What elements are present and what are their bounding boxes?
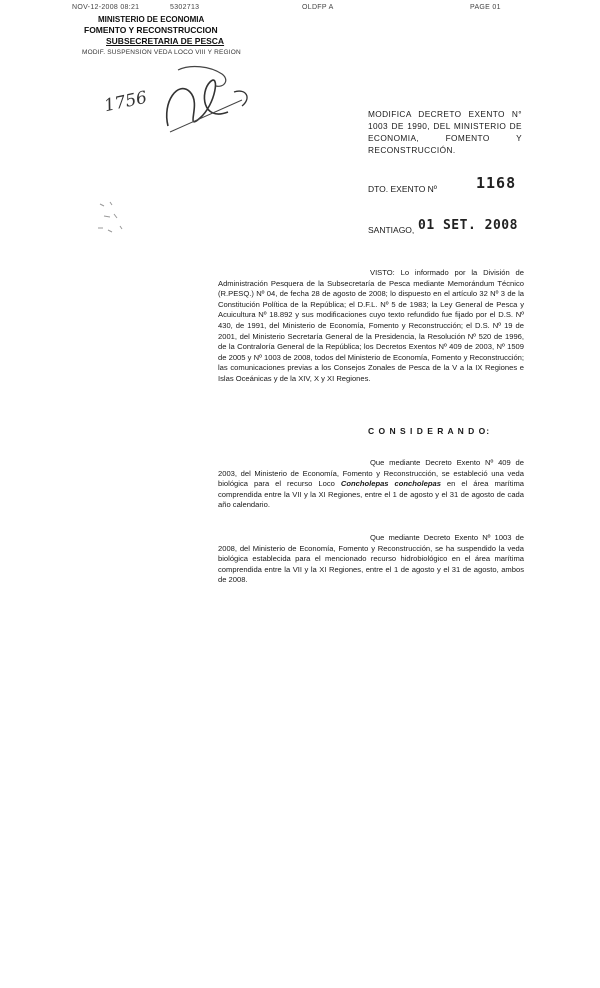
considerando-2: Que mediante Decreto Exento Nº 1003 de 2008, del Ministerio de Economía, Fomento y Reconstrucción, se ha suspendido la veda biológica establecida para el mencionado recurso hidrobiológico en el área marítima comprendida entre la VII y la XI Regiones, entre el 1 de agosto y el 31 de agosto, ambos de 2008. [218, 533, 524, 585]
visto-paragraph: VISTO: Lo informado por la División de Administración Pesquera de la Subsecretaría de Pesca mediante Memorándum Técnico (R.PESQ.) Nº 04, de fecha 28 de agosto de 2008; lo dispuesto en el artículo 32 Nº 3 de la Constitución Política de la República; el D.F.L. Nº 5 de 1983; la Ley General de Pesca y Acuicultura Nº 18.892 y sus modificaciones cuyo texto refundido fue fijado por el D.S. Nº 430, de 1991, del Ministerio de Economía, Fomento y Reconstrucción; el D.S. Nº 19 de 2001, del Ministerio Secretaría General de la Presidencia, la Resolución Nº 520 de 1996, de la Contraloría General de la República; los Decretos Exentos Nº 409 de 2003, Nº 1509 de 2005 y Nº 1003 de 2008, todos del Ministerio de Economía, Fomento y Reconstrucción; las comunicaciones previas a los Consejos Zonales de Pesca de la V a la IX Regiones e Islas Oceánicas y de la XIV, X y XI Regiones. [218, 268, 524, 383]
ministry-name: MINISTERIO DE ECONOMIA [98, 15, 205, 24]
decree-label: DTO. EXENTO Nº [368, 184, 437, 194]
fax-number: 5302713 [170, 4, 200, 11]
date-line [368, 216, 538, 238]
fax-header [72, 4, 532, 14]
document-reference: MODIF. SUSPENSION VEDA LOCO VIII Y REGION [82, 49, 241, 56]
decree-line [368, 176, 528, 200]
fax-center-code: OLDFP A [302, 4, 334, 11]
handwritten-signature [150, 62, 260, 142]
date-value: 01 SET. 2008 [418, 218, 518, 233]
decree-number: 1168 [476, 174, 517, 192]
handwritten-number: 1756 [102, 87, 149, 117]
considerando-1 [218, 458, 524, 511]
faint-marks [90, 196, 140, 246]
ministry-subtitle: FOMENTO Y RECONSTRUCCION [84, 25, 218, 35]
fax-page: PAGE 01 [470, 4, 501, 11]
date-place: SANTIAGO, [368, 225, 415, 235]
fax-date-time: NOV-12-2008 08:21 [72, 4, 140, 11]
considerando-1-text-end: en el área marítima comprendida entre la VII y la XI Regiones, entre el 1 de agosto y el 31 de agosto de cada año calendario. [218, 479, 524, 510]
species-name: Concholepas concholepas [340, 479, 441, 489]
institution-block [84, 14, 304, 58]
subsecretaria-name: SUBSECRETARIA DE PESCA [106, 36, 225, 46]
document-title: MODIFICA DECRETO EXENTO N° 1003 DE 1990, DEL MINISTERIO DE ECONOMIA, FOMENTO Y RECONSTRUCCIÓN. [368, 109, 522, 155]
considerando-1-text-start: Que mediante Decreto Exento Nº 409 de 2003, del Ministerio de Economía, Fomento y Reconstrucción, se estableció una veda biológica para el recurso Loco [218, 458, 524, 489]
considerando-heading: C O N S I D E R A N D O: [368, 426, 491, 436]
